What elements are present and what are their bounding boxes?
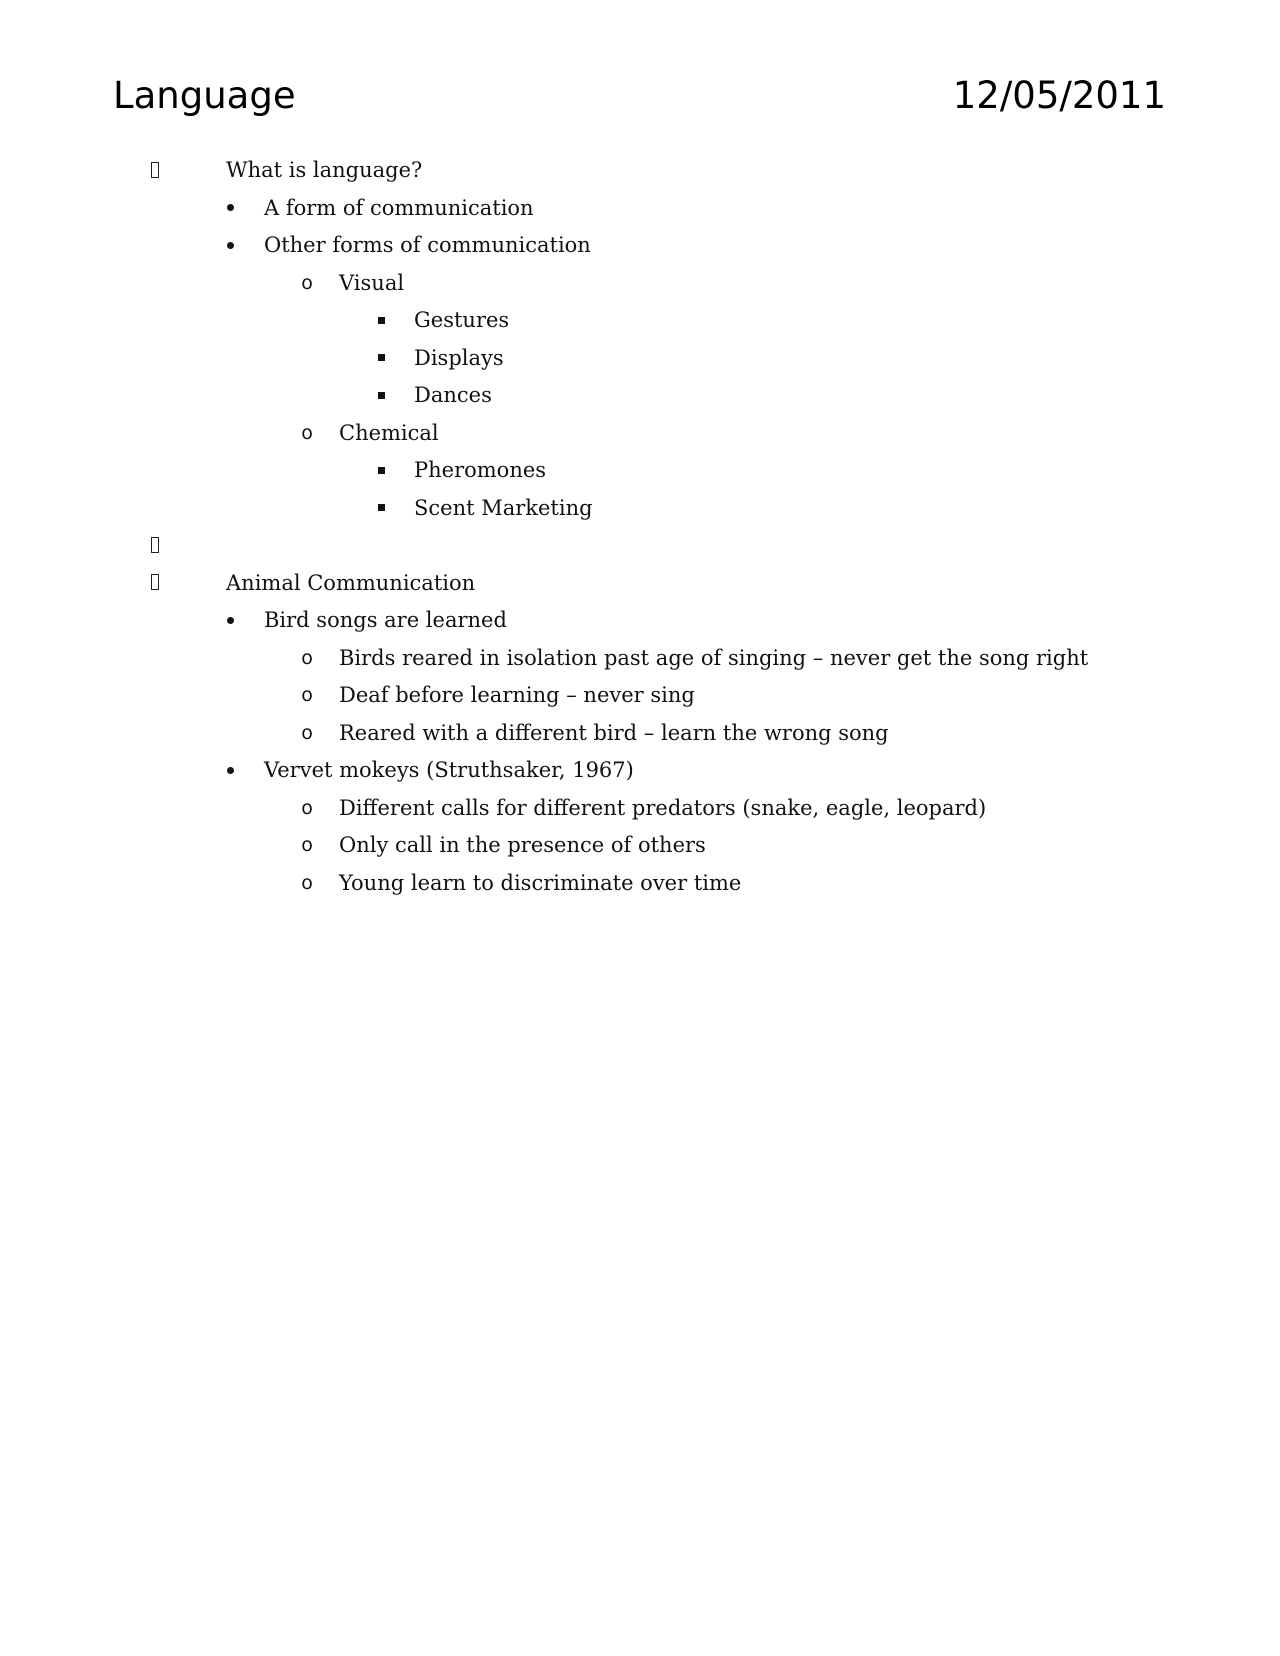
bullet-text: Vervet mokeys (Struthsaker, 1967) — [264, 758, 634, 782]
sub-bullet-text: Young learn to discriminate over time — [339, 870, 742, 895]
sub-sub-bullet-text: Scent Marketing — [414, 495, 593, 520]
bullet-item — [0, 190, 1280, 228]
sub-bullet-text: Deaf before learning – never sing — [339, 683, 695, 707]
sub-bullet-text: Reared with a different bird – learn the wrong song — [339, 720, 889, 745]
sub-bullet-item — [0, 827, 1280, 865]
sub-sub-bullet-text: Gestures — [414, 308, 510, 332]
sub-bullet-item — [0, 265, 1280, 303]
sub-sub-bullet-text: Pheromones — [414, 458, 547, 482]
sub-sub-bullet-text: Dances — [414, 383, 492, 407]
sub-bullet-text: Only call in the presence of others — [339, 833, 706, 857]
bullet-item — [0, 227, 1280, 265]
page-date: 12/05/2011 — [952, 74, 1166, 117]
sub-bullet-text: Chemical — [339, 420, 439, 445]
bullet-circle-icon: o — [301, 271, 313, 294]
bullet-item — [0, 602, 1280, 640]
sub-sub-bullet-item — [0, 490, 1280, 528]
missing-glyph-icon — [145, 565, 165, 603]
sub-bullet-item — [0, 677, 1280, 715]
sub-bullet-text: Birds reared in isolation past age of singing – never get the song right — [339, 645, 1089, 670]
notes-outline — [0, 152, 1280, 902]
bullet-square-icon — [371, 377, 391, 415]
bullet-circle-icon: o — [301, 834, 313, 856]
bullet-square-icon — [371, 490, 391, 528]
bullet-circle-icon: o — [301, 796, 313, 819]
sub-sub-bullet-item — [0, 452, 1280, 490]
missing-glyph-icon — [145, 152, 165, 190]
empty-item — [0, 527, 1280, 565]
section-heading — [0, 152, 1280, 190]
sub-sub-bullet-item — [0, 340, 1280, 378]
sub-bullet-item — [0, 790, 1280, 828]
sub-bullet-item — [0, 415, 1280, 453]
bullet-square-icon — [371, 452, 391, 490]
section-heading — [0, 565, 1280, 603]
bullet-item — [0, 752, 1280, 790]
bullet-text: A form of communication — [264, 195, 534, 220]
bullet-circle-icon: o — [301, 721, 313, 744]
missing-glyph-icon — [145, 527, 165, 565]
bullet-dot-icon — [220, 602, 240, 640]
sub-bullet-text: Different calls for different predators (snake, eagle, leopard) — [339, 795, 987, 820]
sub-bullet-item — [0, 715, 1280, 753]
sub-bullet-item — [0, 640, 1280, 678]
section-heading-text: What is language? — [226, 158, 423, 182]
bullet-square-icon — [371, 340, 391, 378]
sub-bullet-text: Visual — [339, 270, 405, 295]
sub-sub-bullet-item — [0, 302, 1280, 340]
bullet-circle-icon: o — [301, 684, 313, 706]
bullet-dot-icon — [220, 752, 240, 790]
bullet-circle-icon: o — [301, 871, 313, 894]
bullet-text: Other forms of communication — [264, 233, 591, 257]
sub-bullet-item — [0, 865, 1280, 903]
bullet-circle-icon: o — [301, 646, 313, 669]
sub-sub-bullet-text: Displays — [414, 345, 504, 370]
bullet-text: Bird songs are learned — [264, 608, 507, 632]
bullet-circle-icon: o — [301, 421, 313, 444]
page-title: Language — [113, 74, 296, 117]
bullet-square-icon — [371, 302, 391, 340]
sub-sub-bullet-item — [0, 377, 1280, 415]
section-heading-text: Animal Communication — [226, 570, 476, 595]
bullet-dot-icon — [220, 227, 240, 265]
bullet-dot-icon — [220, 190, 240, 228]
